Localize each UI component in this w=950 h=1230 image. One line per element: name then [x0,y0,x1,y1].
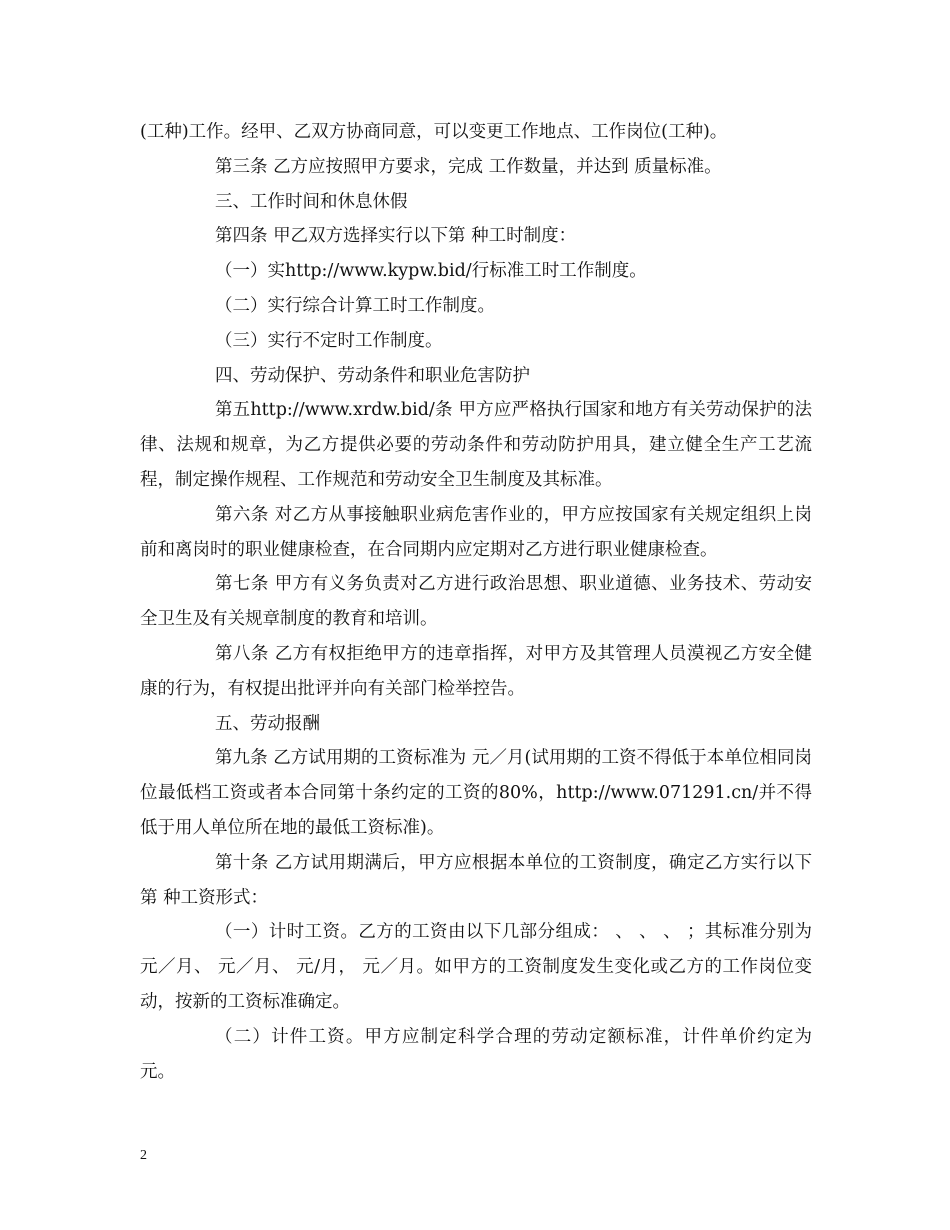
list-item: （二）实行综合计算工时工作制度。 [215,295,495,316]
paragraph: 第四条 甲乙双方选择实行以下第 种工时制度： [215,226,577,247]
document-body [140,115,812,1089]
paragraph: 第五http://www.xrdw.bid/条 甲方应严格执行国家和地方有关劳动保护的法律、法规和规章，为乙方提供必要的劳动条件和劳动防护用具，建立健全生产工艺流程，制定操作规程、工作规范和劳动安全卫生制度及其标准。 [140,400,812,490]
section-heading: 五、劳动报酬 [215,713,320,734]
list-item: （二）计件工资。甲方应制定科学合理的劳动定额标准，计件单价约定为 元。 [140,1026,812,1082]
paragraph: 第九条 乙方试用期的工资标准为 元／月(试用期的工资不得低于本单位相同岗位最低档工资或者本合同第十条约定的工资的80%，http://www.071291.cn/并不得低于用人单位所在地的最低工资标准)。 [140,748,812,838]
list-item: （一）计时工资。乙方的工资由以下几部分组成： 、 、 、 ；其标准分别为 元／月、 元／月、 元/月， 元／月。如甲方的工资制度发生变化或乙方的工作岗位变动，按新的工资标准确定。 [140,922,812,1012]
section-heading: 三、工作时间和休息休假 [215,191,408,212]
paragraph: (工种)工作。经甲、乙双方协商同意，可以变更工作地点、工作岗位(工种)。 [140,122,728,142]
paragraph: 第七条 甲方有义务负责对乙方进行政治思想、职业道德、业务技术、劳动安全卫生及有关规章制度的教育和培训。 [140,574,812,630]
section-heading: 四、劳动保护、劳动条件和职业危害防护 [215,365,530,386]
paragraph: 第十条 乙方试用期满后，甲方应根据本单位的工资制度，确定乙方实行以下第 种工资形式： [140,852,812,908]
paragraph: 第三条 乙方应按照甲方要求，完成 工作数量，并达到 质量标准。 [215,156,722,177]
list-item: （三）实行不定时工作制度。 [215,330,443,351]
paragraph: 第六条 对乙方从事接触职业病危害作业的，甲方应按国家有关规定组织上岗前和离岗时的职业健康检查，在合同期内应定期对乙方进行职业健康检查。 [140,504,812,560]
paragraph: 第八条 乙方有权拒绝甲方的违章指挥，对甲方及其管理人员漠视乙方安全健康的行为，有权提出批评并向有关部门检举控告。 [140,643,812,699]
list-item: （一）实http://www.kypw.bid/行标准工时工作制度。 [215,261,647,282]
page-number: 2 [140,1148,147,1163]
